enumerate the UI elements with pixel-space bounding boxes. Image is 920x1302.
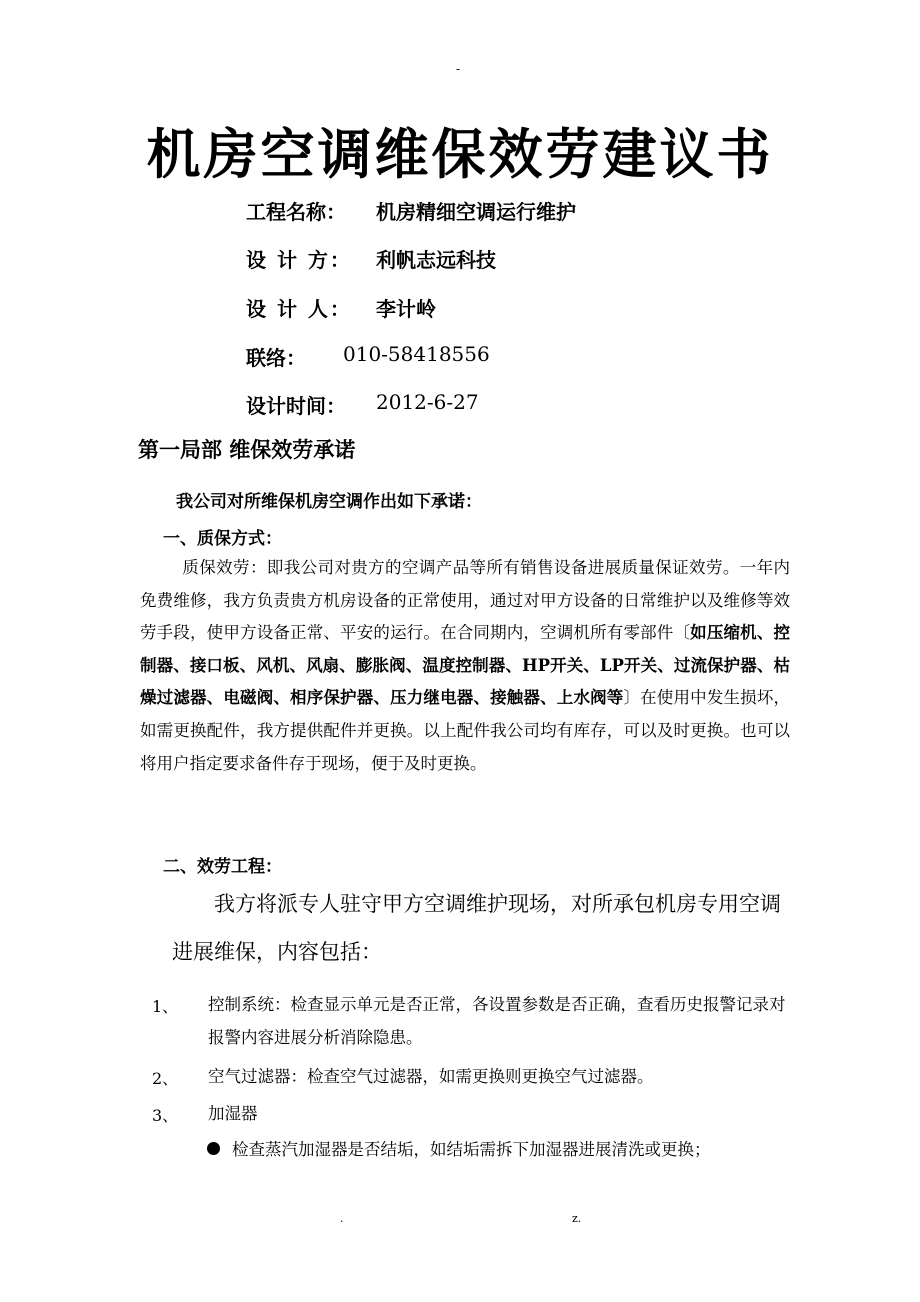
document-title: 机房空调维保效劳建议书 <box>146 123 774 186</box>
item-number-2: 2、 <box>152 1069 179 1088</box>
service-intro-line2: 进展维保，内容包括： <box>172 940 382 964</box>
warranty-parts-list: 如压缩机、控制器、接口板、风机、风扇、膨胀阀、温度控制器、HP开关、LP开关、过流保护器、枯燥过滤器、电磁阀、相序保护器、压力继电器、接触器、上水阀等 <box>140 623 791 708</box>
warranty-text-end: 〕在使用中发生损坏，如需更换配件，我方提供配件并更换。以上配件我公司均有库存，可以及时更换。也可以将用户指定要求备件存于现场，便于及时更换。 <box>140 688 791 773</box>
meta-value-project: 机房精细空调运行维护 <box>376 200 576 224</box>
header-mark: - <box>456 62 461 76</box>
item-text-humidifier: 加湿器 <box>208 1104 258 1123</box>
subsection-title-warranty: 一、质保方式： <box>163 529 282 549</box>
section-heading: 第一局部 维保效劳承诺 <box>138 438 356 462</box>
footer-right-mark: z. <box>572 1212 582 1225</box>
bullet-text-humidifier-check: 检查蒸汽加湿器是否结垢，如结垢需拆下加湿器进展清洗或更换； <box>232 1140 711 1159</box>
meta-label-date: 设计时间： <box>246 394 346 418</box>
meta-label-designer: 设 计 人： <box>246 297 352 321</box>
meta-label-contact: 联络： <box>246 346 306 370</box>
meta-value-contact: 010-58418556 <box>343 342 490 366</box>
meta-label-project: 工程名称： <box>246 200 346 224</box>
meta-value-designer: 李计岭 <box>376 297 436 321</box>
service-intro-line1: 我方将派专人驻守甲方空调维护现场，对所承包机房专用空调 <box>214 892 781 916</box>
meta-value-designer-party: 利帆志远科技 <box>376 248 496 272</box>
meta-label-designer-party: 设 计 方： <box>246 248 352 272</box>
item-text-control-system: 控制系统：检查显示单元是否正常，各设置参数是否正确，查看历史报警记录对报警内容进展分析消除隐患。 <box>208 995 786 1047</box>
item-text-air-filter: 空气过滤器：检查空气过滤器，如需更换则更换空气过滤器。 <box>208 1067 654 1086</box>
footer-left-mark: . <box>340 1212 344 1225</box>
item-number-1: 1、 <box>152 997 179 1016</box>
item-number-3: 3、 <box>152 1106 179 1125</box>
warranty-text-start: 质保效劳：即我公司对贵方的空调产品等所有销售设备进展质量保证效劳。一年内免费维修，我方负责贵方机房设备的正常使用，通过对甲方设备的日常维护以及维修等效劳手段，使甲方设备正常、平安的运行。在合同期内，空调机所有零部件〔 <box>140 558 790 643</box>
warranty-paragraph <box>140 552 790 780</box>
bullet-dot-icon <box>207 1142 220 1155</box>
meta-value-date: 2012-6-27 <box>376 390 479 414</box>
commitment-intro: 我公司对所维保机房空调作出如下承诺： <box>176 492 482 512</box>
subsection-title-service: 二、效劳工程： <box>163 857 282 877</box>
